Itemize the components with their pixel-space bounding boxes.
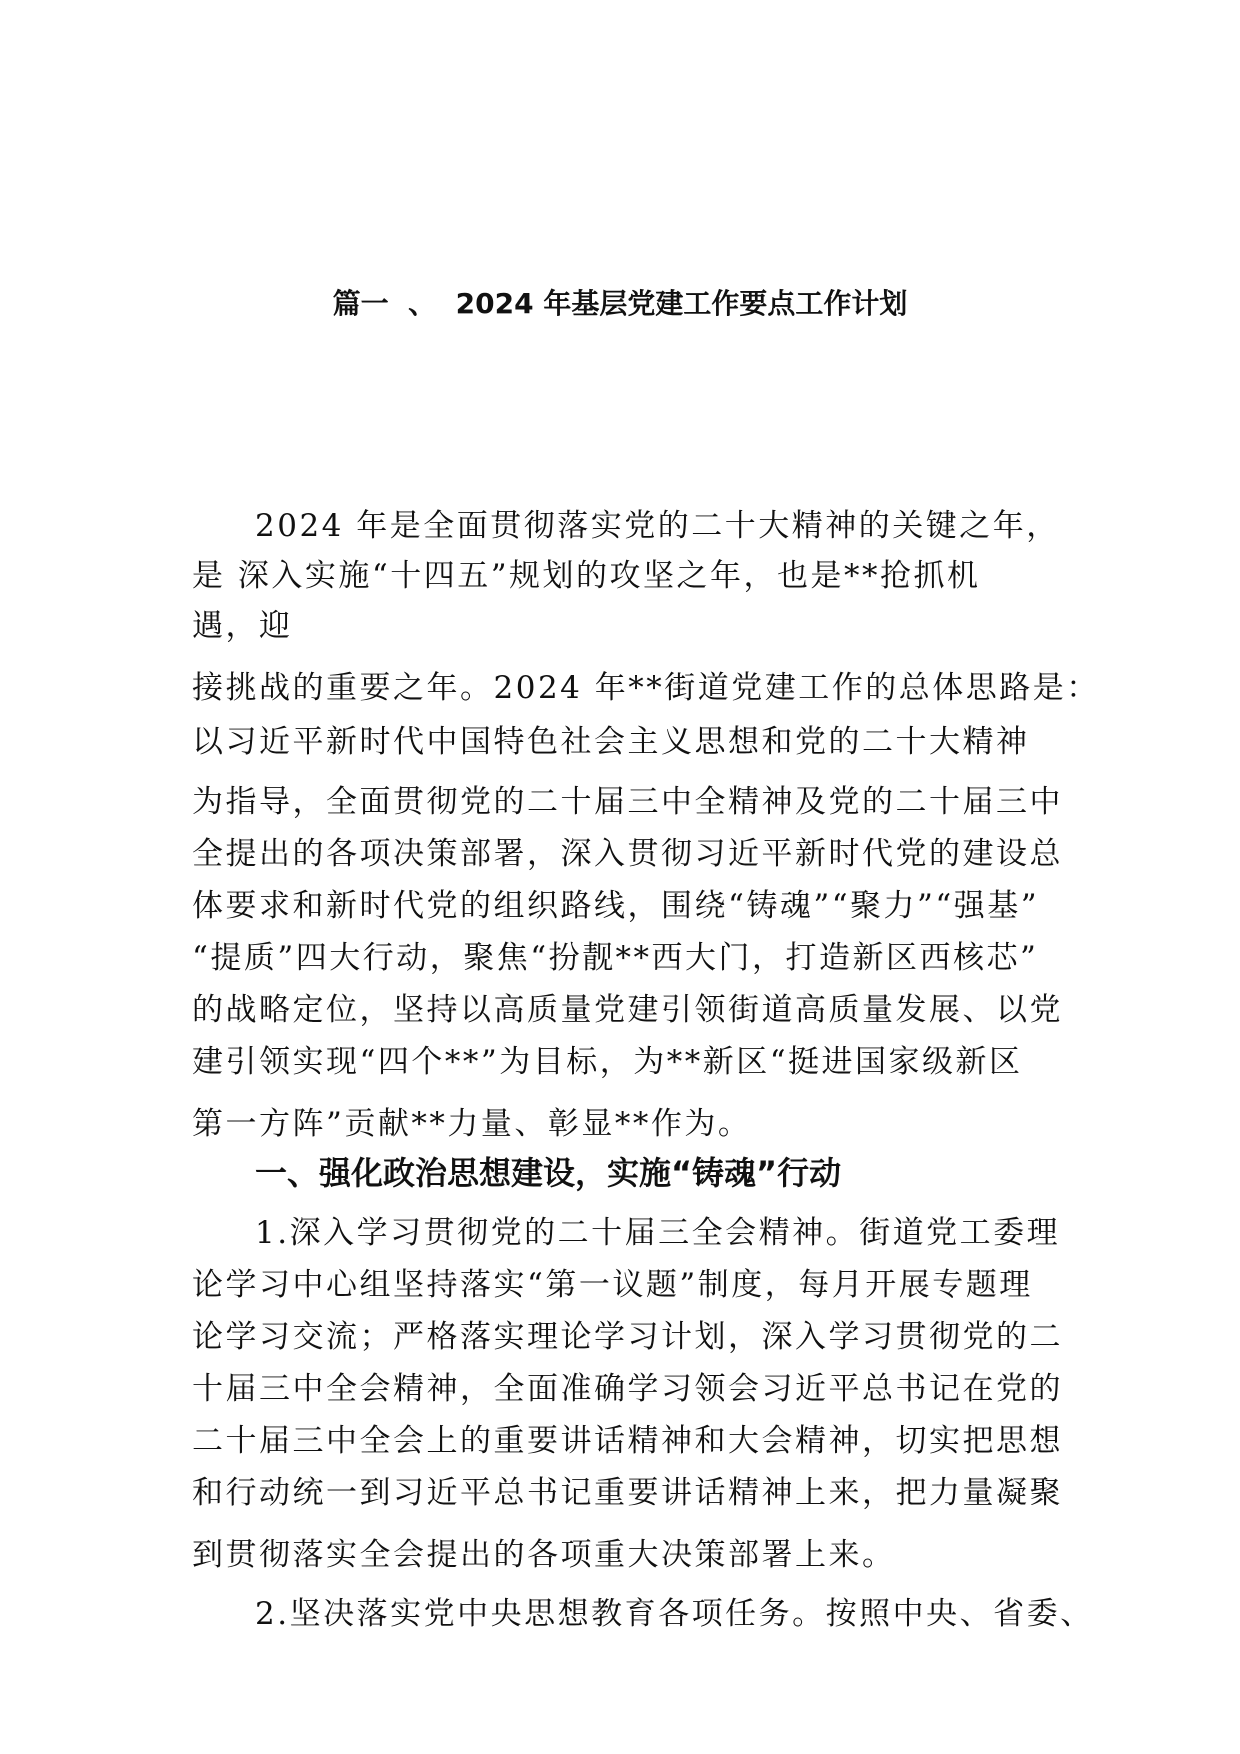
item1-line: 二十届三中全会上的重要讲话精神和大会精神，切实把思想 bbox=[192, 1423, 1063, 1459]
item1-line: 论学习交流；严格落实理论学习计划，深入学习贯彻党的二 bbox=[192, 1319, 1063, 1355]
intro-line: 遇，迎 bbox=[192, 608, 293, 644]
intro-line: 是 深入实施“十四五”规划的攻坚之年，也是**抢抓机 bbox=[192, 558, 981, 594]
section-heading: 一、强化政治思想建设，实施“铸魂”行动 bbox=[255, 1154, 842, 1192]
item1-line: 论学习中心组坚持落实“第一议题”制度，每月开展专题理 bbox=[192, 1267, 1033, 1303]
item1-line: 1.深入学习贯彻党的二十届三全会精神。街道党工委理 bbox=[255, 1215, 1061, 1251]
document-title: 篇一 、 2024 年基层党建工作要点工作计划 bbox=[332, 287, 908, 320]
item1-line: 十届三中全会精神，全面准确学习领会习近平总书记在党的 bbox=[192, 1371, 1063, 1407]
item2-line: 2.坚决落实党中央思想教育各项任务。按照中央、省委、 bbox=[255, 1596, 1094, 1632]
intro-line: 的战略定位，坚持以高质量党建引领街道高质量发展、以党 bbox=[192, 992, 1063, 1028]
intro-line: “提质”四大行动，聚焦“扮靓**西大门，打造新区西核芯” bbox=[192, 940, 1039, 976]
intro-line: 建引领实现“四个**”为目标，为**新区“挺进国家级新区 bbox=[192, 1044, 1023, 1080]
intro-line: 2024 年是全面贯彻落实党的二十大精神的关键之年， bbox=[255, 508, 1060, 544]
intro-line: 接挑战的重要之年。2024 年**街道党建工作的总体思路是： bbox=[192, 670, 1100, 706]
intro-line: 全提出的各项决策部署，深入贯彻习近平新时代党的建设总 bbox=[192, 836, 1063, 872]
intro-line: 以习近平新时代中国特色社会主义思想和党的二十大精神 bbox=[192, 724, 1030, 760]
item1-line: 到贯彻落实全会提出的各项重大决策部署上来。 bbox=[192, 1537, 896, 1573]
item1-line: 和行动统一到习近平总书记重要讲话精神上来，把力量凝聚 bbox=[192, 1475, 1063, 1511]
intro-line: 第一方阵”贡献**力量、彰显**作为。 bbox=[192, 1106, 752, 1142]
intro-line: 为指导，全面贯彻党的二十届三中全精神及党的二十届三中 bbox=[192, 784, 1063, 820]
intro-line: 体要求和新时代党的组织路线，围绕“铸魂”“聚力”“强基” bbox=[192, 888, 1040, 924]
